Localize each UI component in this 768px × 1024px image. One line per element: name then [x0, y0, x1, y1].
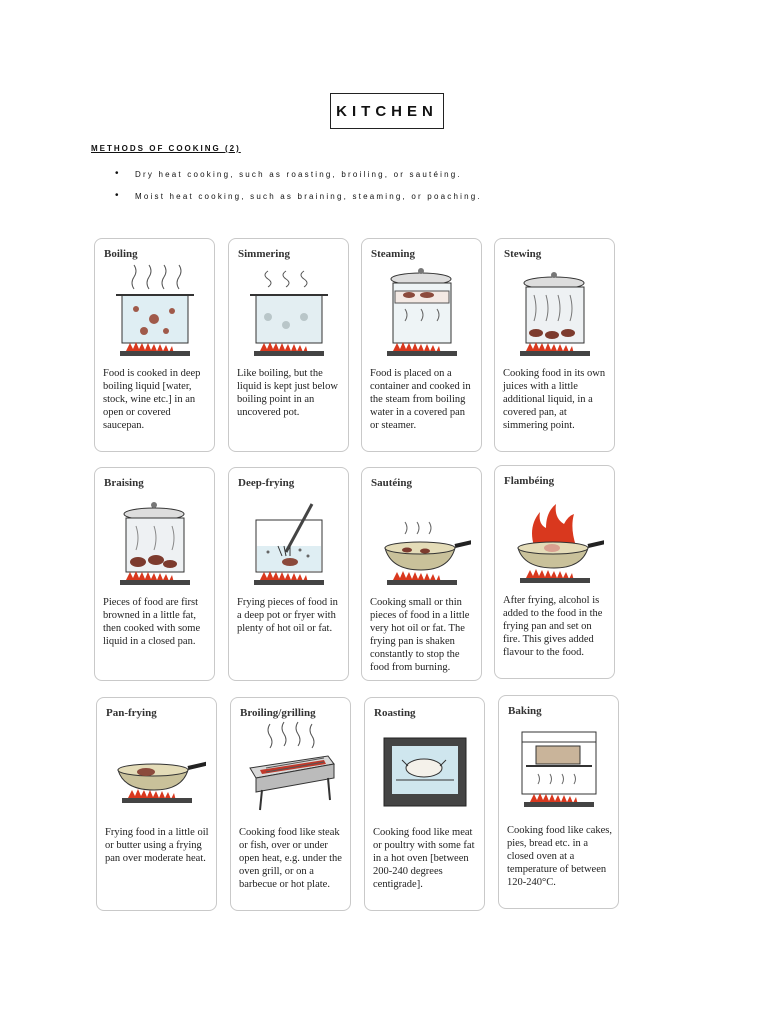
flambe-pan-icon — [504, 488, 604, 594]
page-title-box — [330, 93, 444, 129]
card-roasting — [364, 697, 485, 911]
section-subheading: METHODS OF COOKING (2) — [91, 144, 241, 153]
card-flambeing — [494, 465, 615, 679]
bullet-icon: • — [115, 190, 121, 201]
steamer-icon — [371, 261, 471, 367]
card-baking — [498, 695, 619, 909]
deep-fryer-icon — [238, 490, 338, 596]
page-title: KITCHEN — [336, 102, 438, 120]
card-title: Simmering — [238, 248, 290, 260]
baking-oven-icon — [508, 718, 608, 824]
boiling-pot-icon — [104, 261, 204, 367]
card-description: Pieces of food are first browned in a little fat, then cooked with some liquid in a closed pan. — [103, 597, 201, 647]
card-pan-frying — [96, 697, 217, 911]
grill-icon — [240, 720, 340, 826]
braising-pot-icon — [104, 490, 204, 596]
card-title: Pan-frying — [106, 707, 157, 719]
card-description: Like boiling, but the liquid is kept just below boiling point in an uncovered pot. — [237, 368, 338, 418]
card-description: Frying food in a little oil or butter using a frying pan over moderate heat. — [105, 827, 209, 864]
card-boiling — [94, 238, 215, 452]
saute-pan-icon — [371, 490, 471, 596]
card-description: Food is cooked in deep boiling liquid [water, stock, wine etc.] in an open or covered saucepan. — [103, 368, 201, 431]
bullet-text: Dry heat cooking, such as roasting, broiling, or sautéing. — [135, 170, 462, 179]
roasting-oven-icon — [374, 720, 474, 826]
card-title: Steaming — [371, 248, 415, 260]
card-title: Flambéing — [504, 475, 555, 487]
card-sauteing — [361, 467, 482, 681]
simmering-pot-icon — [238, 261, 338, 367]
card-description: After frying, alcohol is added to the food in the frying pan and set on fire. This gives added flavour to the food. — [503, 595, 603, 658]
card-title: Stewing — [504, 248, 542, 260]
card-description: Cooking food in its own juices with a little additional liquid, in a covered pan, at simmering point. — [503, 368, 606, 431]
card-simmering — [228, 238, 349, 452]
card-description: Frying pieces of food in a deep pot or fryer with plenty of hot oil or fat. — [237, 597, 338, 634]
card-braising — [94, 467, 215, 681]
list-item — [115, 170, 482, 192]
list-item — [115, 192, 482, 214]
card-steaming — [361, 238, 482, 452]
stew-pot-icon — [504, 261, 604, 367]
bullet-text: Moist heat cooking, such as braining, steaming, or poaching. — [135, 192, 482, 201]
card-description: Cooking small or thin pieces of food in a little very hot oil or fat. The frying pan is shaken constantly to stop the food from burning. — [370, 597, 470, 673]
card-title: Broiling/grilling — [240, 707, 316, 719]
card-stewing — [494, 238, 615, 452]
card-description: Food is placed on a container and cooked in the steam from boiling water in a covered pan or steamer. — [370, 368, 471, 431]
card-title: Roasting — [374, 707, 416, 719]
card-title: Baking — [508, 705, 542, 717]
card-title: Sautéing — [371, 477, 412, 489]
card-deep-frying — [228, 467, 349, 681]
card-broiling-grilling — [230, 697, 351, 911]
card-description: Cooking food like meat or poultry with some fat in a hot oven [between 200-240 degrees centigrade]. — [373, 827, 475, 890]
card-title: Deep-frying — [238, 477, 295, 489]
card-title: Braising — [104, 477, 144, 489]
frying-pan-icon — [106, 720, 206, 826]
card-description: Cooking food like steak or fish, over or under open heat, e.g. under the oven grill, or on a barbecue or hot plate. — [239, 827, 342, 890]
bullet-icon: • — [115, 168, 121, 179]
card-description: Cooking food like cakes, pies, bread etc. in a closed oven at a temperature of between 120-240°C. — [507, 825, 612, 888]
bullet-list — [115, 170, 482, 214]
card-title: Boiling — [104, 248, 138, 260]
